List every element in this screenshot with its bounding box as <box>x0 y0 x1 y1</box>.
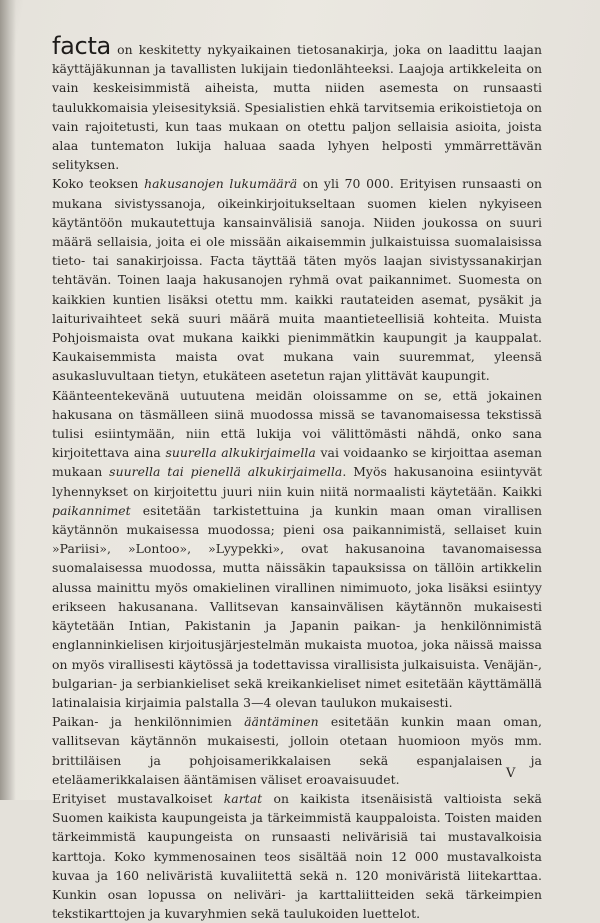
italic-term: suurella alkukirjaimella <box>165 445 316 461</box>
book-binding-shadow <box>0 0 16 800</box>
paragraph-text: . Myös hakusanoina esiintyvät lyhennykset on kirjoitettu juuri niin kuin niitä normaalisti käytetään. Kaikki <box>52 464 542 499</box>
paragraph-text: vai voidaanko se kirjoittaa aseman mukaan <box>52 445 542 480</box>
paragraph-text: esitetään tarkistettuina ja kunkin maan oman virallisen käytännön mukaisessa muodossa; pieni osa paikannimistä, sellaiset kuin »Pariisi», »Lontoo», »Lyypekki», ovat hakusanoina tavanomaisessa suomalaisessa muodossa, mutta näissäkin tapauksissa on tällöin artikkelin alussa mainittu myös omakielinen virallinen nimimuoto, joka lisäksi esiintyy erikseen hakusanana. Vallitsevan kansainvälisen käytännön mukaisesti käytetään Intian, Pakistanin ja Japanin paikan- ja henkilönnimistä englanninkielisen kirjoitusjärjestelmän mukaista muotoa, joka näissä maissa on myös virallisesti käytössä ja todettavissa virallisista julkaisuista. Venäjän-, bulgarian- ja serbiankieliset sekä kreikankieliset nimet esitetään käyttämällä latinalaisia kirjaimia palstalla 3—4 olevan taulukon mukaisesti. <box>52 502 542 710</box>
paragraph-text: Erityiset mustavalkoiset <box>52 790 224 806</box>
paragraph-maps <box>52 789 542 923</box>
brand-wordmark: facta <box>52 32 111 60</box>
italic-term: ääntäminen <box>244 714 319 730</box>
paragraph-text: Paikan- ja henkilönnimien <box>52 714 245 730</box>
paragraph-spelling <box>52 386 542 712</box>
italic-term: kartat <box>223 790 263 806</box>
paragraph-text: on keskitetty nykyaikainen tietosanakirja, joka on laadittu laajan käyttäjäkunnan ja tavallisten lukijain tiedonlähteeksi. Laajoja artikkeleita on vain keskeisimmistä aiheista, mutta niiden asemesta on runsaasti taulukkomaisia yleisesityksiä. Spesialistien ehkä tarvitsemia erikoistietoja on vain rajoitetusti, kun taas mukaan on otettu paljon sellaisia asioita, joista alaa tuntematon lukija haluaa saada lyhyen helposti ymmärrettävän selityksen. <box>52 42 542 173</box>
paragraph-text: on yli 70 000. Erityisen runsaasti on mukana sivistyssanoja, oikeinkirjoitukseltaan suomen kielen nykyiseen käytäntöön mukautettuja kansainvälisiä sanoja. Niiden joukossa on suuri määrä sellaisia, joita ei ole missään aikaisemmin julkaistuissa suomalaisissa tieto- tai sanakirjoissa. Facta täyttää täten myös laajan sivistyssanakirjan tehtävän. Toinen laaja hakusanojen ryhmä ovat paikannimet. Suomesta on kaikkien kuntien lisäksi otettu mm. kaikki rautateiden asemat, pysäkit ja laiturivaihteet sekä suuri määrä muita maantieteellisiä kohteita. Muista Pohjoismaista ovat mukana kaikki pienimmätkin kaupungit ja kauppalat. Kaukaisemmista maista ovat mukana vain suuremmat, yleensä asukasluvultaan tietyn, etukäteen asetetun rajan ylittävät kaupungit. <box>52 176 542 384</box>
page-number: V <box>506 766 516 781</box>
paragraph-text: Käänteentekevänä uutuutena meidän oloissamme on se, että jokainen hakusana on täsmälleen siinä muodossa missä se tavanomaisessa tekstissä tulisi esiintymään, niin että lukija voi välittömästi nähdä, onko sana kirjoitettava aina <box>52 387 542 461</box>
paragraph-text: on kaikista itsenäisistä valtioista sekä Suomen kaikista kaupungeista ja tärkeimmistä kauppaloista. Toisten maiden tärkeimmistä kaupungeista on runsaasti nelivärisiä tai mustavalkoisia karttoja. Koko kymmenosainen teos sisältää noin 12 000 mustavalkoista kuvaa ja 160 neliväristä kuvaliitettä sekä n. 120 moniväristä liitekarttaa. Kunkin osan lopussa on neliväri- ja karttaliitteiden sekä tärkeimpien tekstikarttojen ja kuvaryhmien sekä taulukoiden luettelot. <box>52 790 542 922</box>
paragraph-intro <box>52 32 542 174</box>
body-text <box>52 32 543 923</box>
italic-term: suurella tai pienellä alkukirjaimella <box>109 464 343 480</box>
paragraph-pronunciation <box>52 712 542 789</box>
paragraph-text: Koko teoksen <box>52 176 145 192</box>
paragraph-text: esitetään kunkin maan oman, vallitsevan käytännön mukaisesti, jolloin otetaan huomioon myös mm. brittiläisen ja pohjoisamerikkalaisen sekä espanjalaisen ja eteläamerikkalaisen ääntämisen väliset eroavaisuudet. <box>52 714 543 787</box>
paragraph-headwords <box>52 174 542 385</box>
italic-term: hakusanojen lukumäärä <box>144 176 298 192</box>
italic-term: paikannimet <box>52 502 131 518</box>
